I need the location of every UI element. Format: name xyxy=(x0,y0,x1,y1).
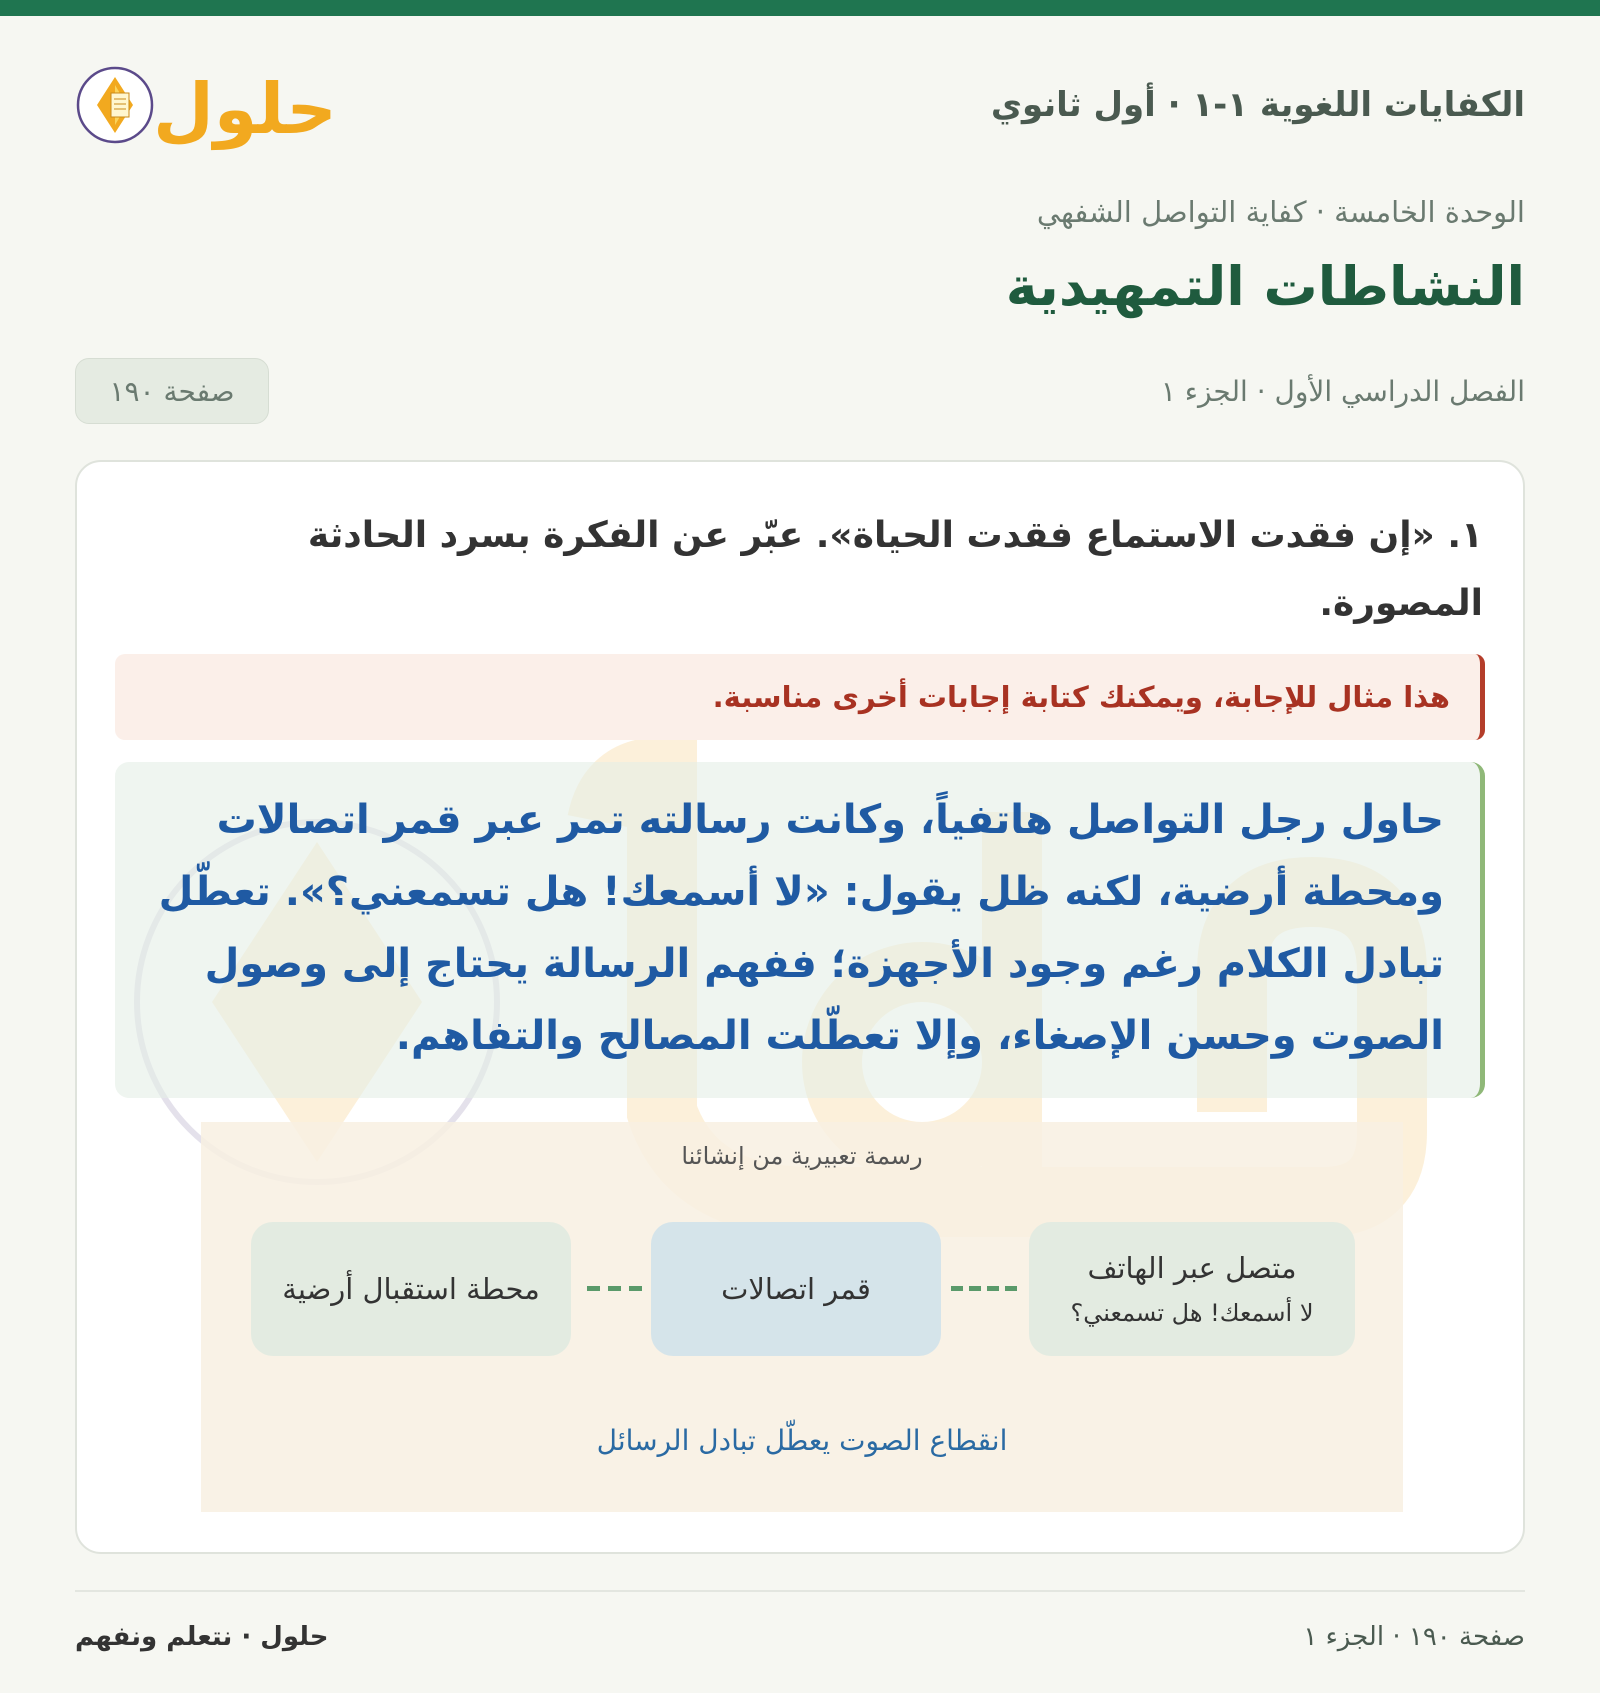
page-title: النشاطات التمهيدية xyxy=(1005,255,1525,318)
illustration-caption: رسمة تعبيرية من إنشائنا xyxy=(681,1142,923,1170)
answer-text: حاول رجل التواصل هاتفياً، وكانت رسالته تمر عبر قمر اتصالات ومحطة أرضية، لكنه ظل يقول: «لا أسمعك! هل تسمعني؟». تعطّل تبادل الكلام رغم وجود الأجهزة؛ ففهم الرسالة يحتاج إلى وصول الصوت وحسن الإصغاء، وإلا تعطّلت المصالح والتفاهم. xyxy=(115,762,1485,1098)
svg-text:حلول: حلول xyxy=(153,68,335,150)
page-number-badge: صفحة ١٩٠ xyxy=(75,358,269,424)
sample-answer-note: هذا مثال للإجابة، ويمكنك كتابة إجابات أخرى مناسبة. xyxy=(115,654,1485,740)
ground-station-node xyxy=(251,1222,571,1356)
course-title: الكفايات اللغوية ١-١ · أول ثانوي xyxy=(990,85,1525,125)
top-accent-bar xyxy=(0,0,1600,16)
footer-brand: حلول · نتعلم ونفهم xyxy=(75,1622,329,1652)
caller-quote: لا أسمعك! هل تسمعني؟ xyxy=(1070,1299,1314,1327)
hulul-logo[interactable] xyxy=(75,55,335,155)
connection-dash xyxy=(951,1286,1019,1291)
caller-node xyxy=(1029,1222,1355,1356)
satellite-node xyxy=(651,1222,941,1356)
question-text: ١. «إن فقدت الاستماع فقدت الحياة». عبّر عن الفكرة بسرد الحادثة المصورة. xyxy=(307,515,1483,624)
activity-card xyxy=(75,460,1525,1554)
communication-illustration xyxy=(201,1122,1403,1512)
semester-label: الفصل الدراسي الأول · الجزء ١ xyxy=(1160,375,1525,408)
illustration-footer: انقطاع الصوت يعطّل تبادل الرسائل xyxy=(596,1424,1008,1457)
logo-icon xyxy=(75,55,335,155)
page-header xyxy=(75,55,1525,165)
connection-dash xyxy=(587,1286,643,1291)
unit-breadcrumb: الوحدة الخامسة · كفاية التواصل الشفهي xyxy=(1036,195,1525,229)
satellite-label: قمر اتصالات xyxy=(721,1272,871,1306)
station-label: محطة استقبال أرضية xyxy=(282,1272,540,1306)
footer-page-info: صفحة ١٩٠ · الجزء ١ xyxy=(1303,1622,1525,1652)
caller-title: متصل عبر الهاتف xyxy=(1087,1251,1297,1285)
footer-divider xyxy=(75,1590,1525,1592)
